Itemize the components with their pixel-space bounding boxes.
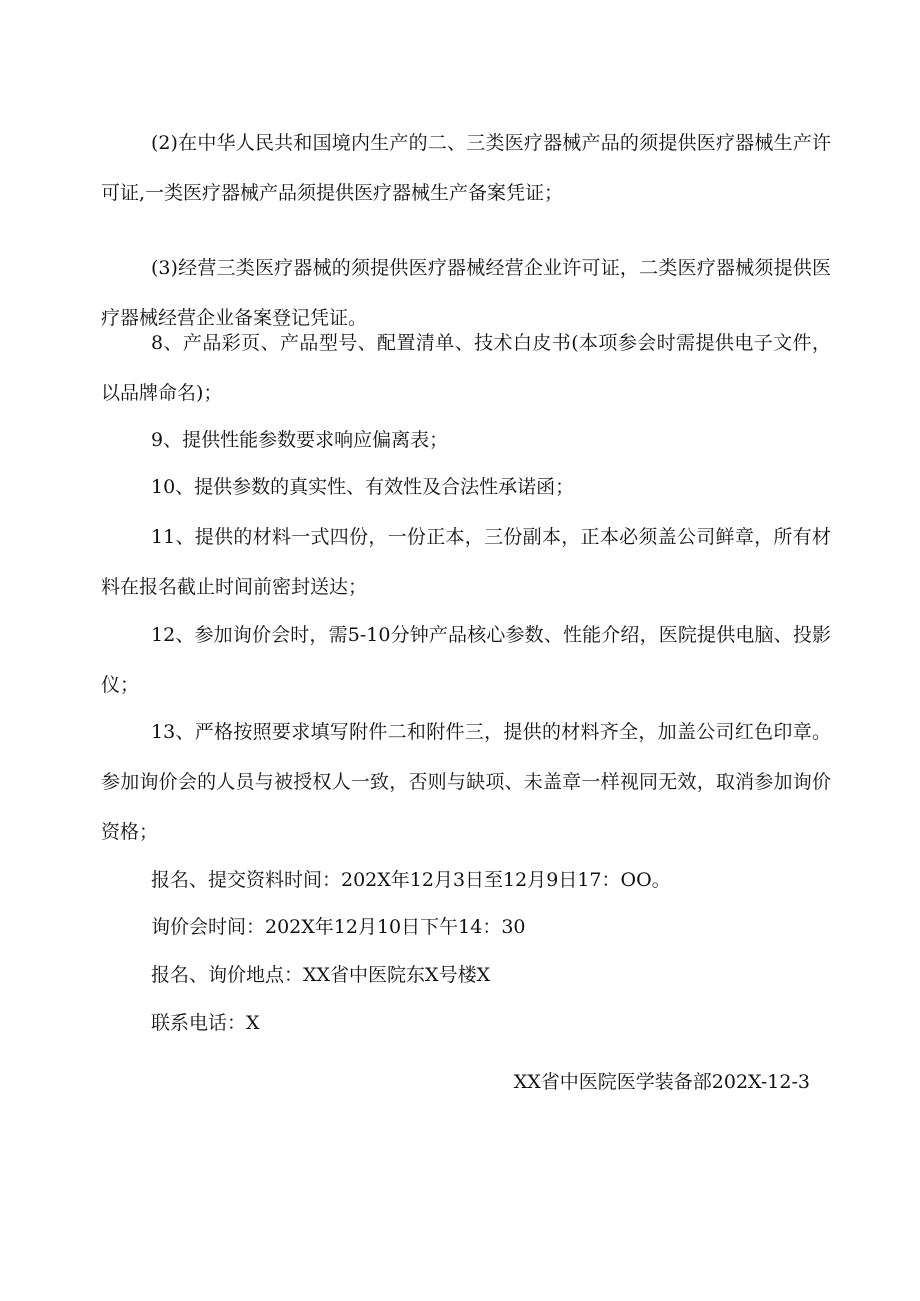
contact-phone: 联系电话：X	[151, 1012, 260, 1034]
inquiry-meeting-time: 询价会时间：202X年12月10日下午14：30	[151, 916, 526, 938]
paragraph-item-10: 10、提供参数的真实性、有效性及合法性承诺函；	[151, 476, 575, 498]
registration-time: 报名、提交资料时间：202X年12月3日至12月9日17：OO。	[151, 869, 671, 891]
paragraph-item-11: 11、提供的材料一式四份，一份正本，三份副本，正本必须盖公司鲜章，所有材料在报名截止时间前密封送达；	[101, 526, 831, 598]
signature-line: XX省中医院医学装备部202X-12-3	[513, 1071, 810, 1093]
paragraph-item-13: 13、严格按照要求填写附件二和附件三，提供的材料齐全，加盖公司红色印章。参加询价会的人员与被授权人一致，否则与缺项、未盖章一样视同无效，取消参加询价资格；	[101, 721, 831, 843]
paragraph-item-8: 8、产品彩页、产品型号、配置清单、技术白皮书(本项参会时需提供电子文件，以品牌命名)；	[101, 332, 831, 404]
paragraph-business-license: (3)经营三类医疗器械的须提供医疗器械经营企业许可证，二类医疗器械须提供医疗器械经营企业备案登记凭证。	[101, 257, 831, 329]
paragraph-production-license: (2)在中华人民共和国境内生产的二、三类医疗器械产品的须提供医疗器械生产许可证,一类医疗器械产品须提供医疗器械生产备案凭证；	[101, 132, 831, 204]
paragraph-item-12: 12、参加询价会时，需5-10分钟产品核心参数、性能介绍，医院提供电脑、投影仪；	[101, 624, 831, 696]
registration-location: 报名、询价地点：XX省中医院东X号楼X	[151, 964, 491, 986]
paragraph-item-9: 9、提供性能参数要求响应偏离表；	[151, 429, 449, 451]
